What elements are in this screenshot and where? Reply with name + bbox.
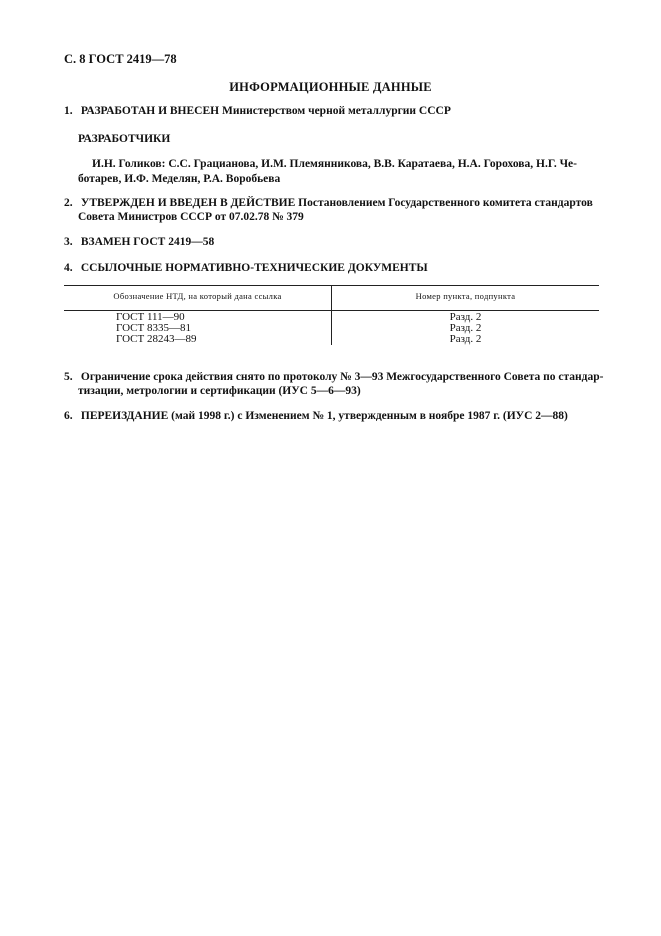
- item-2: [64, 196, 593, 210]
- item-4-number: 4.: [64, 262, 73, 274]
- table-header-ntd: Обозначение НТД, на который дана ссылка: [113, 291, 282, 301]
- developers-heading: РАЗРАБОТЧИКИ: [78, 133, 171, 145]
- table-cell-point: Разд. 2: [449, 333, 482, 345]
- item-1-bold: РАЗРАБОТАН И ВНЕСЕН: [80, 105, 220, 117]
- page-header: С. 8 ГОСТ 2419—78: [64, 52, 177, 66]
- document-title: ИНФОРМАЦИОННЫЕ ДАННЫЕ: [229, 80, 432, 94]
- item-1: [64, 104, 451, 118]
- table-cell-point: Разд. 2: [449, 311, 482, 323]
- table-cell-ntd: ГОСТ 28243—89: [116, 333, 197, 345]
- developers-line-1: И.Н. Голиков: С.С. Грацианова, И.М. Племянникова, В.В. Каратаева, Н.А. Горохова, Н.Г. Че-: [92, 158, 577, 170]
- item-5-line-2: тизации, метрологии и сертификации (ИУС 5—6—93): [78, 385, 361, 397]
- item-4: [64, 261, 428, 275]
- item-2-line-2: Совета Министров СССР от 07.02.78 № 379: [78, 211, 304, 223]
- table-cell-ntd: ГОСТ 8335—81: [116, 322, 191, 334]
- table-cell-point: Разд. 2: [449, 322, 482, 334]
- item-5-text: Ограничение срока действия снято по протоколу № 3—93 Межгосударственного Совета по стандар-: [80, 371, 604, 383]
- item-6-number: 6.: [64, 410, 73, 422]
- item-2-bold: УТВЕРЖДЕН И ВВЕДЕН В ДЕЙСТВИЕ: [80, 197, 296, 209]
- item-2-number: 2.: [64, 197, 73, 209]
- item-1-number: 1.: [64, 105, 73, 117]
- table-cell-ntd: ГОСТ 111—90: [116, 311, 185, 323]
- item-3-number: 3.: [64, 236, 73, 248]
- developers-line-2: ботарев, И.Ф. Меделян, Р.А. Воробьева: [78, 173, 281, 185]
- item-6-bold: ПЕРЕИЗДАНИЕ: [80, 410, 169, 422]
- item-2-text: Постановлением Государственного комитета стандартов: [295, 197, 593, 209]
- item-6: [64, 409, 568, 423]
- table-header-point: Номер пункта, подпункта: [415, 291, 516, 301]
- item-1-text: Министерством черной металлургии СССР: [219, 105, 451, 117]
- item-5-number: 5.: [64, 371, 73, 383]
- item-5: [64, 370, 603, 384]
- item-3: [64, 235, 214, 249]
- item-3-text: ВЗАМЕН ГОСТ 2419—58: [80, 236, 215, 248]
- item-4-text: ССЫЛОЧНЫЕ НОРМАТИВНО-ТЕХНИЧЕСКИЕ ДОКУМЕНТЫ: [80, 262, 428, 274]
- item-6-text: (май 1998 г.) с Изменением № 1, утвержденным в ноябре 1987 г. (ИУС 2—88): [168, 410, 568, 422]
